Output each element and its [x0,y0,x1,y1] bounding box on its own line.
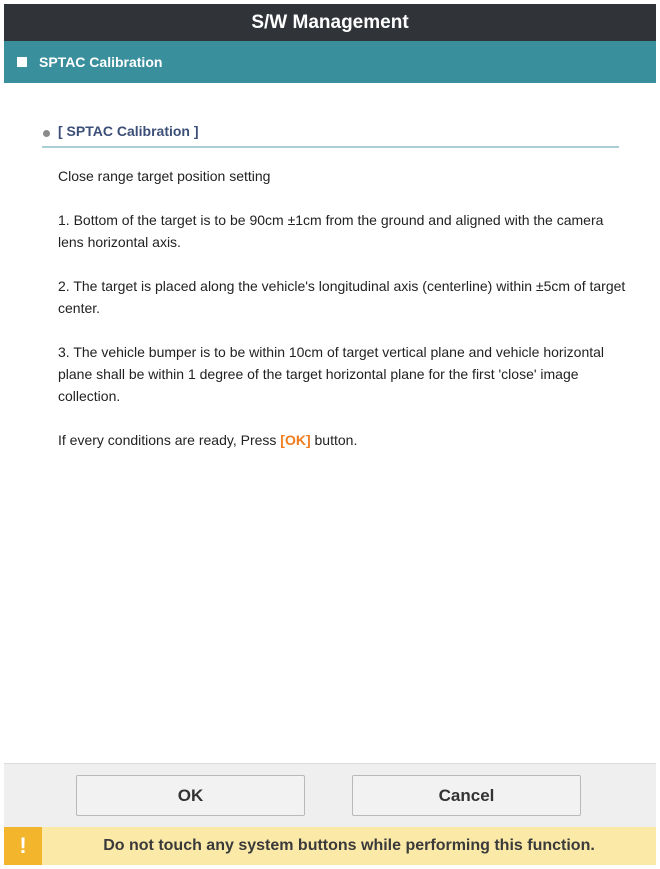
section-header [4,41,656,83]
sw-management-window [4,4,656,865]
warning-message: Do not touch any system buttons while performing this function. [103,837,595,854]
content-heading [42,119,619,148]
dot-bullet-icon [43,130,50,137]
final-prefix: If every conditions are ready, Press [58,432,281,448]
final-suffix: button. [310,432,358,448]
intro-text: Close range target position setting [58,168,271,184]
square-bullet-icon [17,57,27,67]
content-area [4,83,656,763]
section-title: SPTAC Calibration [39,54,163,70]
step-1: 1. Bottom of the target is to be 90cm ±1cm from the ground and aligned with the camera lens horizontal axis. [58,212,604,250]
instructions [58,165,628,473]
final-instruction [58,429,628,451]
button-bar [4,763,656,828]
content-heading-text: [ SPTAC Calibration ] [58,123,199,139]
window-title: S/W Management [4,4,656,41]
ok-highlight: [OK] [280,432,311,448]
cancel-button[interactable]: Cancel [352,775,581,816]
warning-banner [4,827,656,865]
ok-button[interactable]: OK [76,775,305,816]
step-2: 2. The target is placed along the vehicle's longitudinal axis (centerline) within ±5cm of target center. [58,278,626,316]
step-3: 3. The vehicle bumper is to be within 10cm of target vertical plane and vehicle horizontal plane shall be within 1 degree of the target horizontal plane for the first 'close' image collection. [58,344,605,404]
warning-icon: ! [4,827,42,865]
